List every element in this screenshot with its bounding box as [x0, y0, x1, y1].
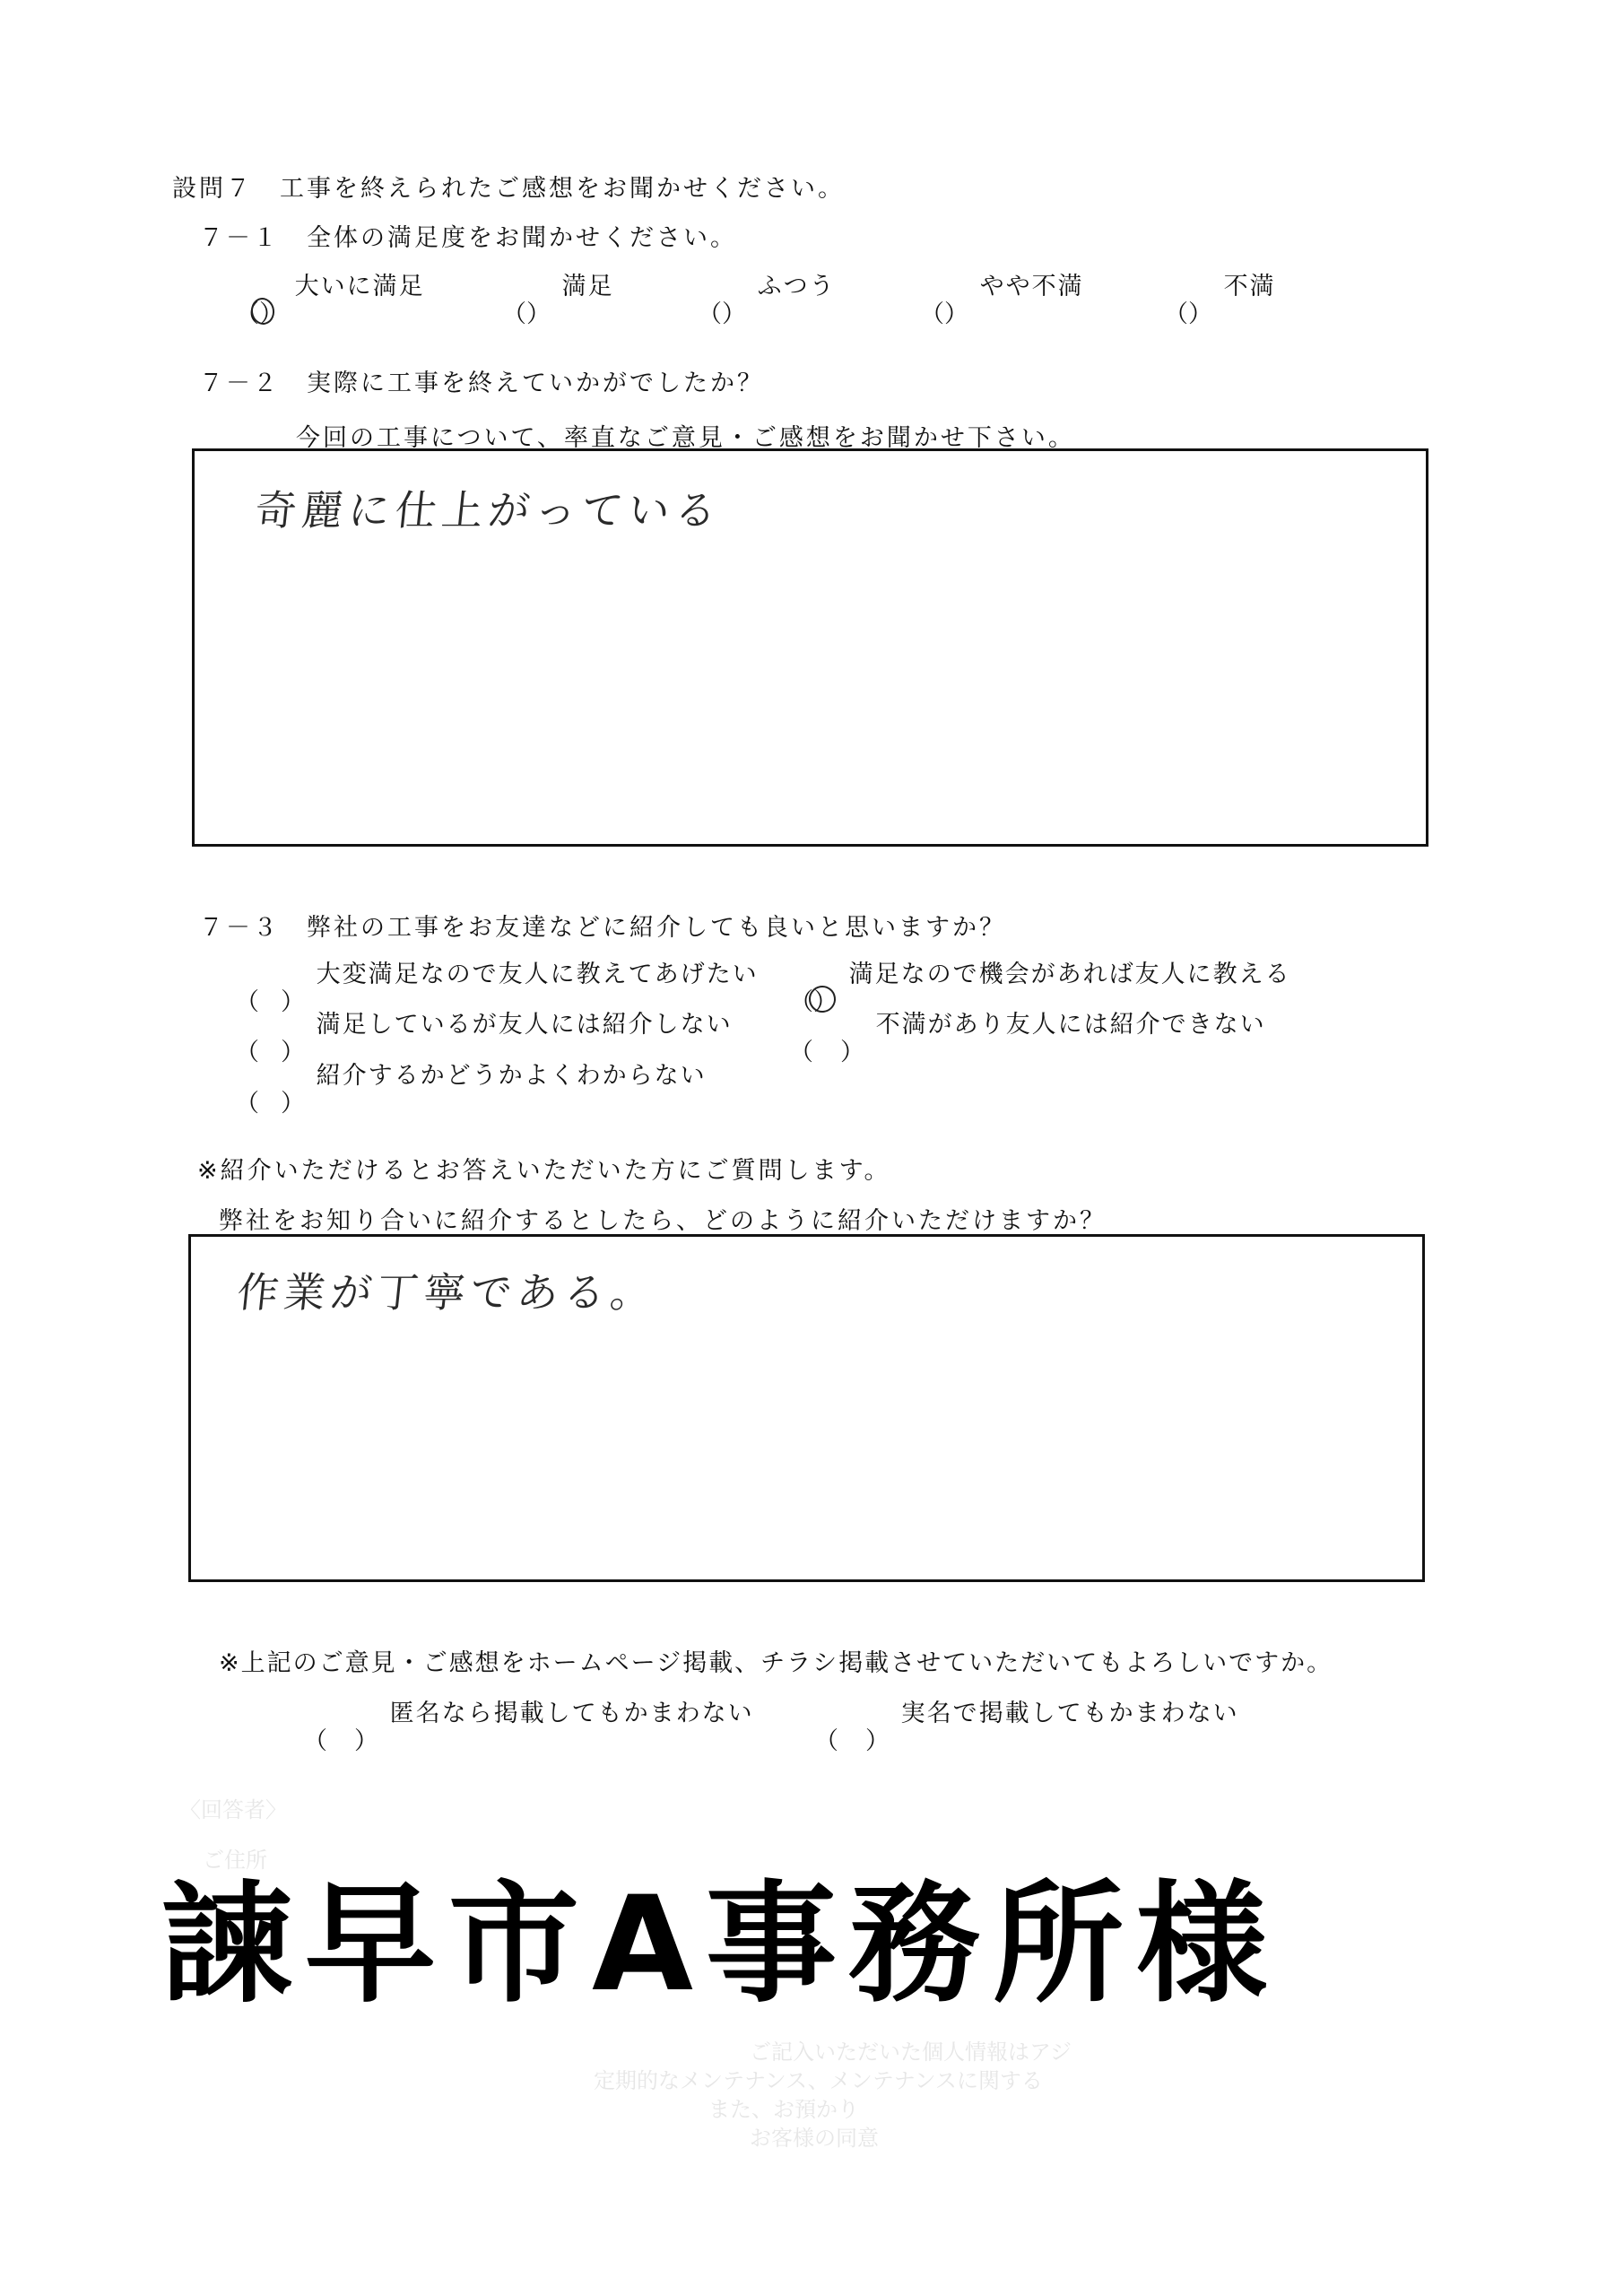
q7-3-option-4[interactable]: （ ） 紹介するかどうかよくわからない — [235, 1062, 707, 1118]
publish-option-0[interactable]: （ ） 匿名なら掲載してもかまわない — [303, 1700, 754, 1755]
q7-title: 設問７ 工事を終えられたご感想をお聞かせください。 — [172, 175, 845, 203]
q7-1-option-1[interactable]: （ ） 満足 — [502, 273, 614, 328]
q7-3-option-3[interactable]: （ ） 不満があり友人には紹介できない — [789, 1011, 1266, 1066]
q7-3-option-2[interactable]: （ ） 満足しているが友人には紹介しない — [235, 1011, 733, 1066]
q7-2-sub: 今回の工事について、率直なご意見・ご感想をお聞かせ下さい。 — [296, 424, 1075, 452]
q7-1-option-3[interactable]: （ ） やや不満 — [920, 273, 1084, 328]
overlay-title: 諫早市A事務所様 — [161, 1868, 1280, 2021]
publish-option-1[interactable]: （ ） 実名で掲載してもかまわない — [814, 1700, 1239, 1755]
q7-1-option-2[interactable]: （ ） ふつう — [698, 273, 836, 328]
faint-respondent-label: 〈回答者〉 — [179, 1797, 287, 1822]
faint-privacy-line-0: ご記入いただいた個人情報はアジ — [750, 2039, 1072, 2065]
q7-1-option-4[interactable]: （ ） 不満 — [1164, 273, 1276, 328]
faint-privacy-line-2: また、お預かり — [708, 2097, 859, 2122]
referral-answer-box[interactable] — [188, 1234, 1425, 1582]
faint-privacy-line-3: お客様の同意 — [750, 2126, 879, 2151]
q7-2-label: ７－２ 実際に工事を終えていかがでしたか？ — [199, 370, 764, 397]
q7-2-answer-box[interactable] — [192, 448, 1428, 847]
publish-question: ※上記のご意見・ご感想をホームページ掲載、チラシ掲載させていただいてもよろしいですか。 — [219, 1649, 1333, 1677]
faint-privacy-line-1: 定期的なメンテナンス、メンテナンスに関する — [594, 2068, 1043, 2093]
q7-3-option-0[interactable]: （ ） 大変満足なので友人に教えてあげたい — [235, 961, 759, 1016]
faint-address-label: ご住所 — [203, 1848, 267, 1873]
q7-3-option-1[interactable]: （ ） 満足なので機会があれば友人に教える — [789, 961, 1291, 1016]
referral-note: ※紹介いただけるとお答えいただいた方にご質問します。 — [197, 1157, 891, 1185]
referral-question: 弊社をお知り合いに紹介するとしたら、どのように紹介いただけますか？ — [219, 1207, 1107, 1235]
q7-1-option-0[interactable]: （ ） 大いに満足 — [235, 273, 425, 328]
q7-1-label: ７－１ 全体の満足度をお聞かせください。 — [199, 224, 737, 252]
referral-handwritten-answer: 作業が丁寧である。 — [234, 1268, 660, 1317]
q7-3-label: ７－３ 弊社の工事をお友達などに紹介しても良いと思いますか？ — [199, 914, 1006, 942]
q7-2-handwritten-answer: 奇麗に仕上がっている — [252, 486, 725, 535]
